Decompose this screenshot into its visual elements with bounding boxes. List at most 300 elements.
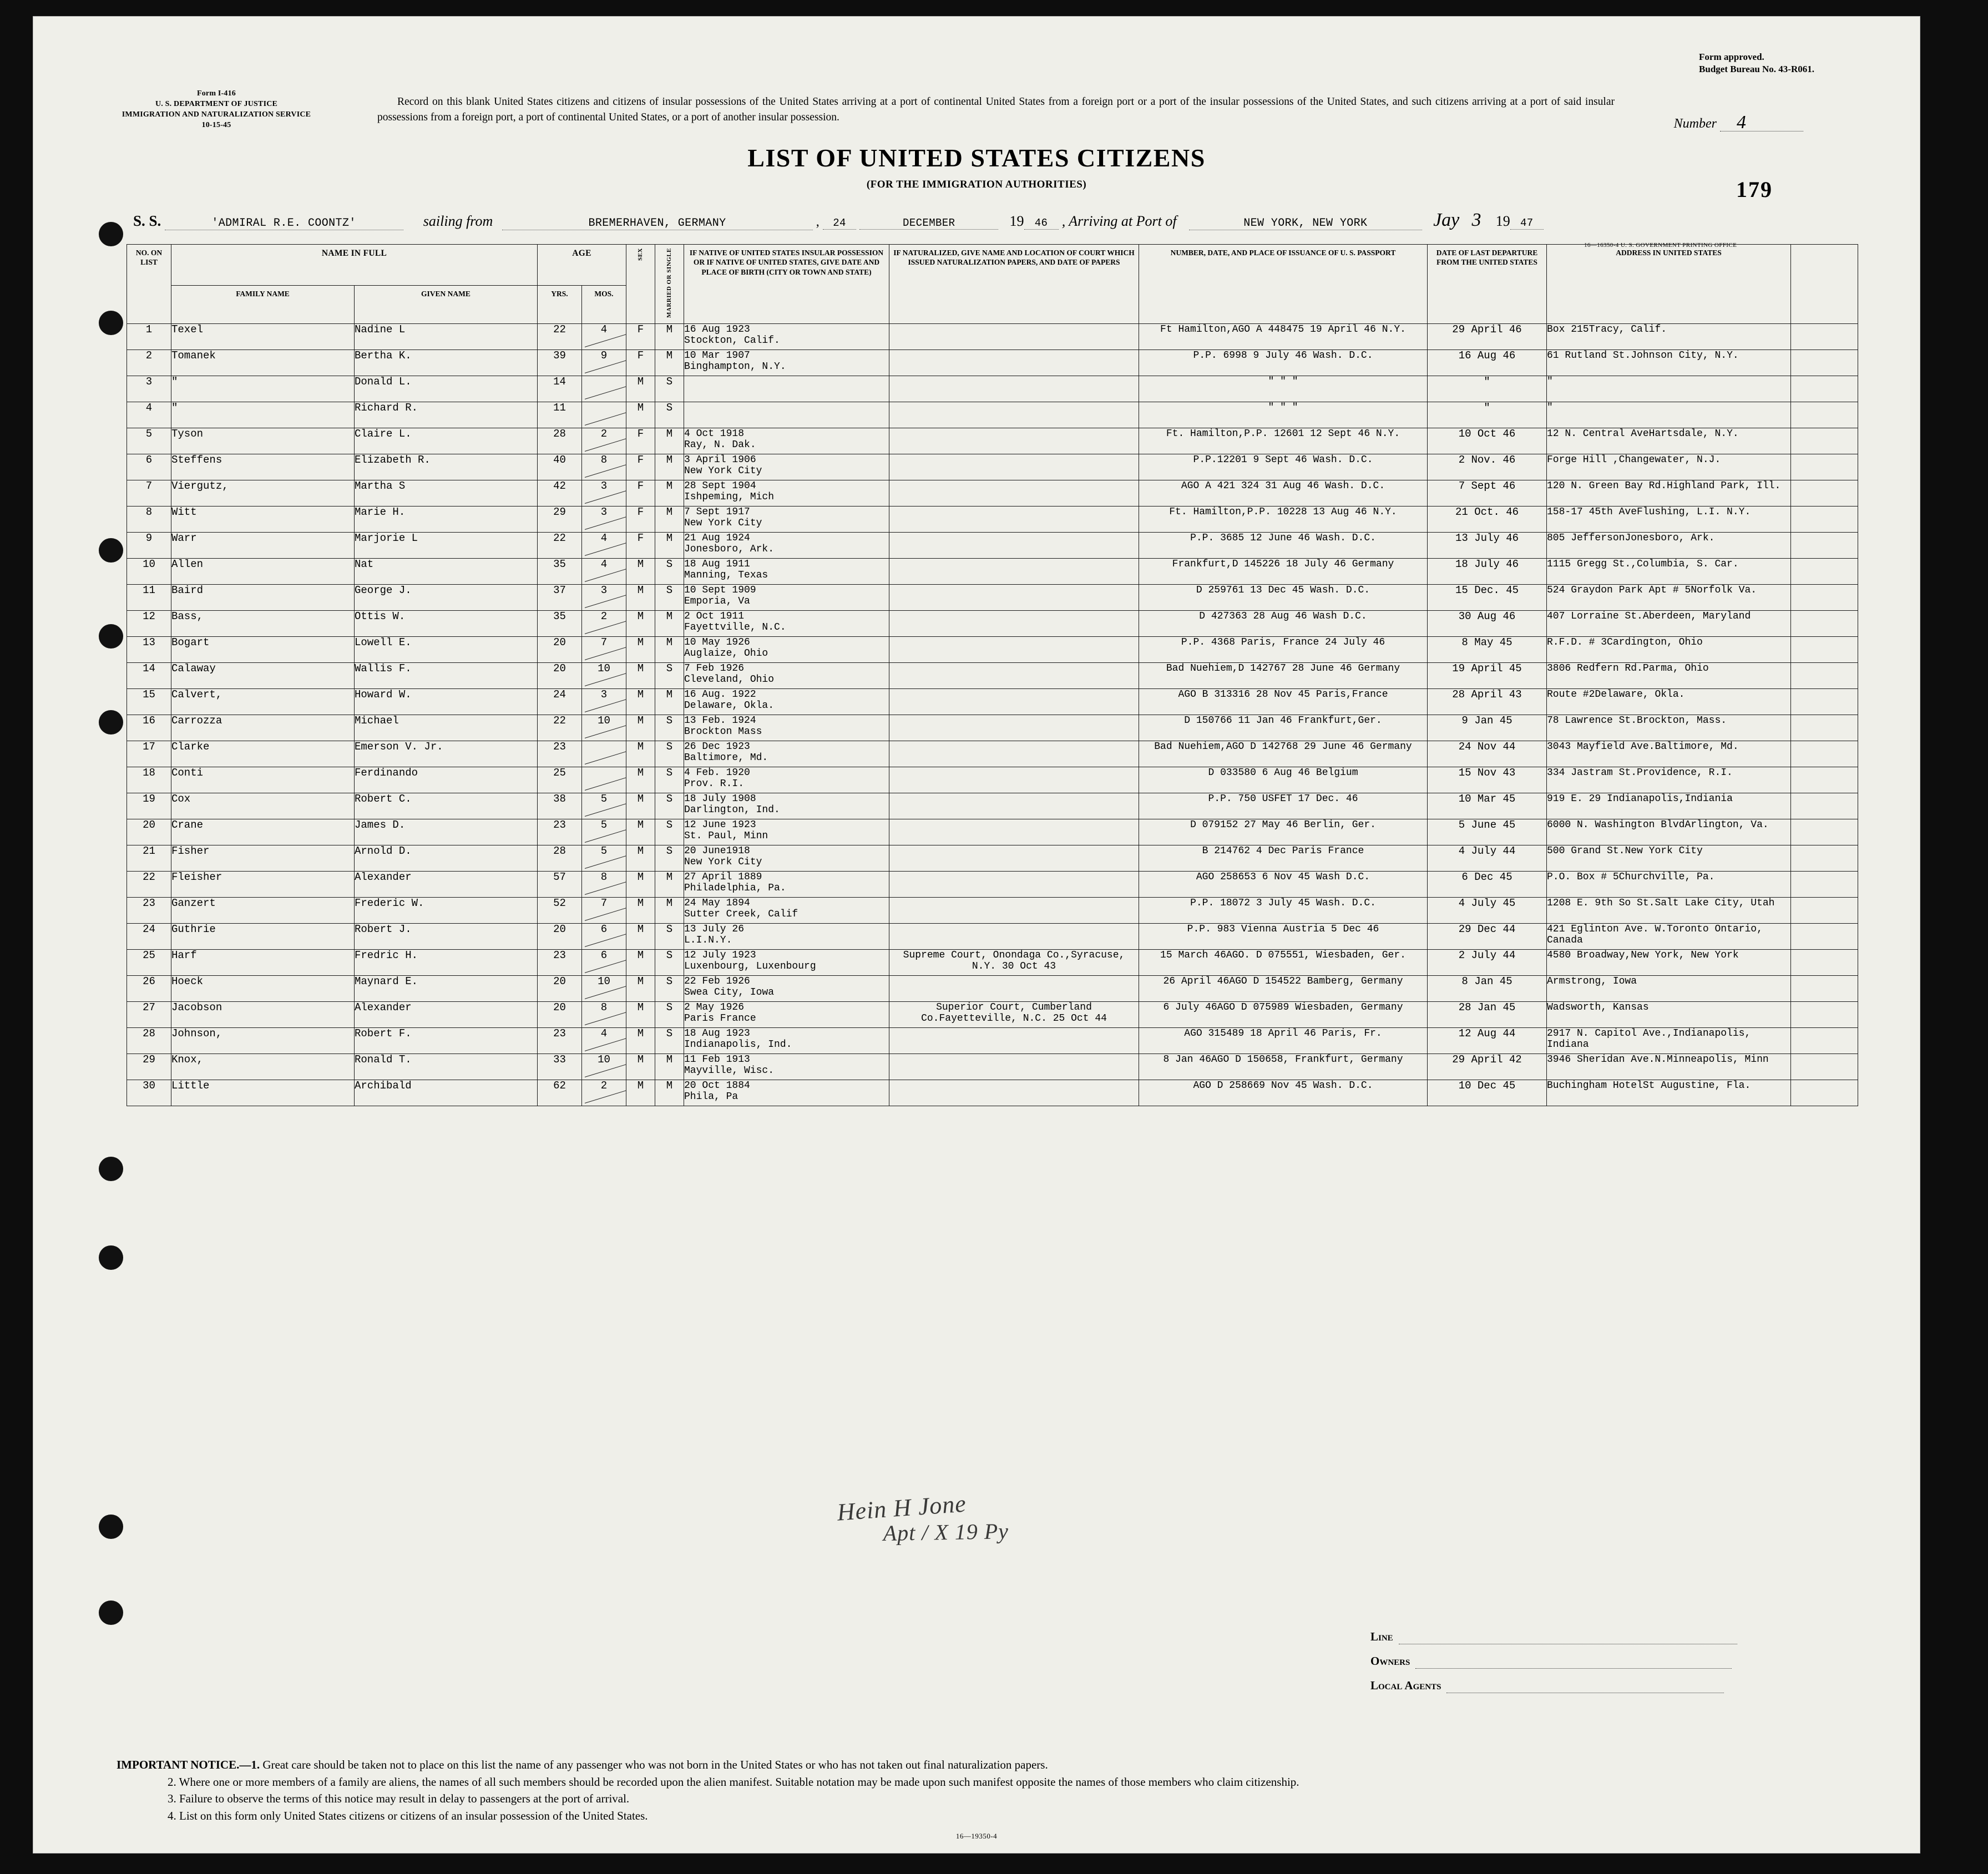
- cell-spare: [1791, 872, 1858, 898]
- passport-details: P.P. 12601 12 Sept 46 N.Y.: [1244, 428, 1400, 440]
- row-number: 6: [145, 454, 153, 467]
- cell-marital-status: [655, 637, 684, 663]
- last-departure-date: 8 Jan 45: [1461, 975, 1513, 988]
- cell-birth: [684, 898, 889, 924]
- cell-birth: [684, 1002, 889, 1028]
- age-years: 62: [553, 1080, 566, 1092]
- cell-age-months: [582, 376, 626, 402]
- cell-birth: [684, 715, 889, 741]
- cell-naturalization: [889, 663, 1139, 689]
- cell-naturalization: [889, 689, 1139, 715]
- cell-family-name: [171, 480, 355, 507]
- cell-naturalization: [889, 898, 1139, 924]
- birth-place: Swea City, Iowa: [684, 987, 775, 999]
- birth-date: 2 May 1926: [684, 1002, 745, 1014]
- given-name: Nadine L: [355, 323, 406, 336]
- arrival-month: Jay: [1433, 210, 1460, 230]
- cell-spare: [1791, 454, 1858, 480]
- arrival-day: 3: [1471, 210, 1481, 230]
- cell-family-name: [171, 559, 355, 585]
- cell-marital-status: [655, 767, 684, 793]
- cell-age-years: [538, 480, 582, 507]
- passport-details: AGO D 258669 Nov 45 Wash. D.C.: [1193, 1080, 1373, 1092]
- passport-details: P.P. 4368 Paris, France 24 July 46: [1181, 637, 1385, 649]
- cell-no: [127, 793, 171, 819]
- cell-marital-status: [655, 1002, 684, 1028]
- cell-marital-status: [655, 845, 684, 872]
- cell-family-name: [171, 454, 355, 480]
- cell-age-months: [582, 1080, 626, 1106]
- cell-age-years: [538, 402, 582, 428]
- family-name: Steffens: [171, 454, 222, 467]
- cell-sex: [626, 350, 655, 376]
- sex: M: [637, 376, 644, 388]
- cell-family-name: [171, 872, 355, 898]
- row-number: 16: [143, 715, 155, 727]
- cell-age-years: [538, 741, 582, 767]
- cell-age-years: [538, 585, 582, 611]
- family-name: Cox: [171, 793, 191, 806]
- cell-family-name: [171, 507, 355, 533]
- cell-sex: [626, 767, 655, 793]
- cell-sex: [626, 585, 655, 611]
- cell-age-months: [582, 689, 626, 715]
- given-name: Marjorie L: [355, 532, 418, 545]
- cell-last-departure: [1428, 898, 1547, 924]
- departure-month: DECEMBER: [859, 217, 998, 230]
- cell-family-name: [171, 1028, 355, 1054]
- marital-status: S: [666, 975, 673, 988]
- address-line-1: R.F.D. # 3: [1547, 637, 1607, 649]
- age-years: 22: [553, 323, 566, 336]
- passport-place: 15 March 46: [1160, 950, 1226, 961]
- address-line-2: Delaware, Okla.: [1595, 689, 1685, 701]
- cell-sex: [626, 689, 655, 715]
- birth-date: 10 Mar 1907: [684, 350, 750, 362]
- cell-address: [1547, 480, 1791, 507]
- cell-age-months: [582, 898, 626, 924]
- cell-naturalization: [889, 376, 1139, 402]
- line-field: [1370, 1630, 1792, 1644]
- cell-sex: [626, 793, 655, 819]
- marital-status: S: [666, 376, 673, 388]
- cell-spare: [1791, 898, 1858, 924]
- cell-address: [1547, 350, 1791, 376]
- cell-age-months: [582, 793, 626, 819]
- cell-age-months: [582, 872, 626, 898]
- age-years: 33: [553, 1054, 566, 1066]
- cell-no: [127, 559, 171, 585]
- age-months: 10: [598, 662, 610, 675]
- age-years: 11: [553, 402, 566, 414]
- last-departure-date: 13 July 46: [1455, 532, 1519, 545]
- given-name: Archibald: [355, 1080, 412, 1092]
- row-number: 2: [145, 350, 153, 362]
- age-months: 7: [600, 636, 608, 649]
- cell-spare: [1791, 1080, 1858, 1106]
- family-name: Jacobson: [171, 1001, 222, 1014]
- col-given-name: [355, 286, 538, 324]
- cell-passport: [1139, 507, 1428, 533]
- cell-marital-status: [655, 793, 684, 819]
- age-months: 10: [598, 975, 610, 988]
- cell-naturalization: [889, 1002, 1139, 1028]
- last-departure-date: 10 Oct 46: [1458, 428, 1516, 440]
- cell-age-years: [538, 767, 582, 793]
- cell-family-name: [171, 350, 355, 376]
- cell-birth: [684, 845, 889, 872]
- row-number: 12: [143, 610, 155, 623]
- last-departure-date: 28 Jan 45: [1458, 1001, 1516, 1014]
- sex: M: [637, 819, 644, 832]
- cell-age-months: [582, 324, 626, 350]
- age-months: 10: [598, 1054, 610, 1066]
- row-number: 27: [143, 1001, 155, 1014]
- given-name: Emerson V. Jr.: [355, 741, 443, 753]
- table-row: [127, 585, 1858, 611]
- binding-hole: [99, 538, 123, 563]
- court-name: Superior Court, Cumberland Co.: [921, 1002, 1092, 1025]
- cell-no: [127, 350, 171, 376]
- passport-details: " " ": [1268, 376, 1298, 388]
- row-number: 14: [143, 662, 155, 675]
- cell-age-years: [538, 845, 582, 872]
- sex: M: [637, 662, 644, 675]
- cell-spare: [1791, 976, 1858, 1002]
- cell-spare: [1791, 663, 1858, 689]
- cell-last-departure: [1428, 559, 1547, 585]
- sex: M: [637, 715, 644, 727]
- address-line-1: Box 215: [1547, 324, 1589, 336]
- address-line-1: 3946 Sheridan Ave.N.: [1547, 1054, 1667, 1066]
- cell-marital-status: [655, 533, 684, 559]
- cell-given-name: [355, 533, 538, 559]
- cell-address: [1547, 324, 1791, 350]
- col-sex-label: SEX: [637, 248, 644, 261]
- table-row: [127, 428, 1858, 454]
- age-years: 25: [553, 767, 566, 779]
- last-departure-date: 5 June 45: [1458, 819, 1516, 832]
- birth-place: Sutter Creek, Calif: [684, 909, 798, 920]
- sex: M: [637, 636, 644, 649]
- cell-passport: [1139, 689, 1428, 715]
- cell-last-departure: [1428, 1054, 1547, 1080]
- cell-marital-status: [655, 1028, 684, 1054]
- row-number: 25: [143, 949, 155, 962]
- cell-age-years: [538, 507, 582, 533]
- cell-given-name: [355, 950, 538, 976]
- cell-age-months: [582, 480, 626, 507]
- cell-birth: [684, 559, 889, 585]
- cell-given-name: [355, 793, 538, 819]
- cell-birth: [684, 507, 889, 533]
- birth-date: 12 July 1923: [684, 950, 756, 961]
- table-row: [127, 350, 1858, 376]
- sex: M: [637, 975, 644, 988]
- cell-marital-status: [655, 376, 684, 402]
- cell-no: [127, 663, 171, 689]
- cell-address: [1547, 741, 1791, 767]
- sex: M: [637, 558, 644, 571]
- address-line-2: Salt Lake City, Utah: [1655, 898, 1775, 909]
- family-name: Conti: [171, 767, 204, 779]
- marital-status: S: [666, 558, 673, 571]
- birth-date: 27 April 1889: [684, 872, 762, 883]
- cell-passport: [1139, 715, 1428, 741]
- cell-no: [127, 585, 171, 611]
- cell-passport: [1139, 950, 1428, 976]
- age-months: 8: [600, 1001, 608, 1014]
- birth-place: Manning, Texas: [684, 570, 768, 581]
- age-years: 20: [553, 923, 566, 936]
- sailing-from-label: sailing from: [423, 213, 493, 229]
- cell-age-months: [582, 1002, 626, 1028]
- cell-age-years: [538, 637, 582, 663]
- address-line-2: Norfolk Va.: [1691, 585, 1757, 596]
- cell-marital-status: [655, 689, 684, 715]
- cell-given-name: [355, 1080, 538, 1106]
- cell-given-name: [355, 611, 538, 637]
- cell-age-years: [538, 898, 582, 924]
- sex: F: [637, 350, 644, 362]
- cell-sex: [626, 741, 655, 767]
- given-name: Richard R.: [355, 402, 418, 414]
- line-value[interactable]: [1399, 1630, 1737, 1644]
- cell-last-departure: [1428, 689, 1547, 715]
- age-months: 3: [600, 506, 608, 519]
- birth-place: St. Paul, Minn: [684, 830, 768, 842]
- cell-address: [1547, 1002, 1791, 1028]
- age-months: 7: [600, 897, 608, 910]
- age-years: 42: [553, 480, 566, 493]
- cell-birth: [684, 663, 889, 689]
- address-line-2: Columbia, S. Car.: [1637, 559, 1739, 570]
- col-spare: [1791, 245, 1858, 324]
- birth-date: 21 Aug 1924: [684, 533, 750, 544]
- sex: M: [637, 1080, 644, 1092]
- row-number: 21: [143, 845, 155, 858]
- cell-no: [127, 480, 171, 507]
- arrival-year-prefix: 19: [1495, 213, 1510, 229]
- cell-birth: [684, 1028, 889, 1054]
- age-months: 10: [598, 715, 610, 727]
- cell-passport: [1139, 976, 1428, 1002]
- departure-day: 24: [823, 217, 856, 230]
- cell-age-years: [538, 559, 582, 585]
- cell-marital-status: [655, 872, 684, 898]
- marital-status: S: [666, 793, 673, 806]
- age-years: 40: [553, 454, 566, 467]
- col-naturalization: [889, 245, 1139, 324]
- notice-item-3: 3. Failure to observe the terms of this notice may result in delay to passengers at the port of arrival.: [168, 1792, 630, 1806]
- binding-hole: [99, 1601, 123, 1625]
- table-row: [127, 663, 1858, 689]
- sex: M: [637, 610, 644, 623]
- court-date: Syracuse, N.Y. 30 Oct 43: [972, 950, 1125, 973]
- cell-sex: [626, 976, 655, 1002]
- departure-port: BREMERHAVEN, GERMANY: [502, 217, 813, 230]
- table-row: [127, 376, 1858, 402]
- cell-sex: [626, 872, 655, 898]
- cell-given-name: [355, 637, 538, 663]
- family-name: Witt: [171, 506, 197, 519]
- passport-place: Frankfurt,: [1172, 559, 1232, 570]
- cell-spare: [1791, 767, 1858, 793]
- marital-status: M: [666, 323, 673, 336]
- last-departure-date: 10 Mar 45: [1458, 793, 1516, 806]
- col-name-in-full: [171, 245, 538, 286]
- cell-last-departure: [1428, 872, 1547, 898]
- last-departure-date: 10 Dec 45: [1458, 1080, 1516, 1092]
- table-row: [127, 402, 1858, 428]
- table-row: [127, 559, 1858, 585]
- cell-sex: [626, 637, 655, 663]
- cell-given-name: [355, 402, 538, 428]
- cell-marital-status: [655, 1054, 684, 1080]
- given-name: Arnold D.: [355, 845, 412, 858]
- cell-marital-status: [655, 402, 684, 428]
- address-line-2: Providence, R.I.: [1637, 767, 1733, 779]
- local-agents-value[interactable]: [1446, 1679, 1724, 1693]
- cell-sex: [626, 454, 655, 480]
- birth-place: Luxenbourg, Luxenbourg: [684, 961, 816, 973]
- passport-details: P.P. 750 USFET 17 Dec. 46: [1208, 793, 1358, 805]
- cell-marital-status: [655, 663, 684, 689]
- sex: M: [637, 871, 644, 884]
- cell-marital-status: [655, 819, 684, 845]
- marital-status: S: [666, 715, 673, 727]
- ss-label: S. S.: [133, 212, 161, 229]
- col-married-or-single: [655, 245, 684, 324]
- given-name: James D.: [355, 819, 406, 832]
- address-line-2: ": [1547, 376, 1553, 388]
- address-line-2: Brockton, Mass.: [1637, 715, 1727, 727]
- cell-no: [127, 950, 171, 976]
- cell-last-departure: [1428, 1002, 1547, 1028]
- age-years: 20: [553, 975, 566, 988]
- address-line-1: 407 Lorraine St.: [1547, 611, 1643, 622]
- last-departure-date: 8 May 45: [1461, 636, 1513, 649]
- passport-details: P.P.12201 9 Sept 46 Wash. D.C.: [1193, 454, 1373, 466]
- cell-marital-status: [655, 741, 684, 767]
- notice-item-1: [117, 1756, 1853, 1773]
- cell-age-years: [538, 689, 582, 715]
- cell-marital-status: [655, 924, 684, 950]
- cell-naturalization: [889, 585, 1139, 611]
- intro-paragraph: [377, 94, 1615, 125]
- birth-place: Auglaize, Ohio: [684, 648, 768, 660]
- birth-date: 11 Feb 1913: [684, 1054, 750, 1066]
- address-line-1: 4580 Broadway,: [1547, 950, 1631, 961]
- sex: M: [637, 897, 644, 910]
- cell-age-months: [582, 663, 626, 689]
- cell-passport: [1139, 585, 1428, 611]
- cell-naturalization: [889, 637, 1139, 663]
- cell-sex: [626, 559, 655, 585]
- important-notice: [117, 1756, 1853, 1824]
- row-number: 28: [143, 1027, 155, 1040]
- notice-title: IMPORTANT NOTICE.—1.: [117, 1758, 260, 1772]
- cell-family-name: [171, 898, 355, 924]
- last-departure-date: 24 Nov 44: [1458, 741, 1516, 753]
- age-months: 6: [600, 949, 608, 962]
- cell-sex: [626, 428, 655, 454]
- cell-sex: [626, 845, 655, 872]
- cell-sex: [626, 533, 655, 559]
- age-months: 5: [600, 793, 608, 806]
- table-row: [127, 715, 1858, 741]
- cell-naturalization: [889, 872, 1139, 898]
- sex: M: [637, 688, 644, 701]
- cell-passport: [1139, 559, 1428, 585]
- birth-date: 7 Feb 1926: [684, 663, 745, 675]
- cell-marital-status: [655, 559, 684, 585]
- cell-family-name: [171, 793, 355, 819]
- cell-marital-status: [655, 950, 684, 976]
- cell-marital-status: [655, 428, 684, 454]
- col-address: [1547, 245, 1791, 324]
- sex: M: [637, 741, 644, 753]
- line-label: Line: [1370, 1630, 1393, 1643]
- birth-date: 16 Aug. 1922: [684, 689, 756, 701]
- cell-spare: [1791, 924, 1858, 950]
- age-years: 28: [553, 845, 566, 858]
- cell-given-name: [355, 480, 538, 507]
- given-name: Robert C.: [355, 793, 412, 806]
- cell-family-name: [171, 1054, 355, 1080]
- sex: M: [637, 949, 644, 962]
- cell-no: [127, 1054, 171, 1080]
- age-months: 3: [600, 584, 608, 597]
- birth-date: 2 Oct 1911: [684, 611, 745, 622]
- family-name: ": [171, 402, 178, 414]
- cell-given-name: [355, 507, 538, 533]
- voyage-line: S. S. 'ADMIRAL R.E. COONTZ' sailing from BREMERHAVEN, GERMANY , 24 DECEMBER 19 46 , Arriving at Port of NEW YORK, NEW YORK Jay 3 19 47: [133, 210, 1853, 231]
- age-years: 23: [553, 819, 566, 832]
- owners-value[interactable]: [1415, 1654, 1732, 1669]
- cell-family-name: [171, 950, 355, 976]
- birth-place: New York City: [684, 465, 762, 477]
- col-name-in-full-label: NAME IN FULL: [321, 249, 387, 258]
- cell-naturalization: [889, 324, 1139, 350]
- cell-age-years: [538, 819, 582, 845]
- marital-status: M: [666, 1054, 673, 1066]
- address-line-2: Indianapolis, Indiana: [1547, 1028, 1751, 1051]
- cell-no: [127, 428, 171, 454]
- given-name: Wallis F.: [355, 662, 412, 675]
- family-name: Little: [171, 1080, 210, 1092]
- address-line-1: 61 Rutland St.: [1547, 350, 1631, 362]
- cell-sex: [626, 1028, 655, 1054]
- ship-name: 'ADMIRAL R.E. COONTZ': [165, 217, 403, 230]
- notice-item-2: 2. Where one or more members of a family are aliens, the names of all such members should be recorded upon the alien manifest. Suitable notation may be made upon such manifest opposite the names of those members who claim citizenship.: [168, 1775, 1299, 1789]
- col-mos: [582, 286, 626, 324]
- address-line-1: 421 Eglinton Ave. W.: [1547, 924, 1667, 935]
- cell-age-months: [582, 559, 626, 585]
- cell-address: [1547, 976, 1791, 1002]
- cell-family-name: [171, 324, 355, 350]
- age-years: 22: [553, 532, 566, 545]
- given-name: Nat: [355, 558, 374, 571]
- binding-hole: [99, 1515, 123, 1539]
- binding-hole: [99, 222, 123, 246]
- cell-spare: [1791, 480, 1858, 507]
- cell-spare: [1791, 715, 1858, 741]
- last-departure-date: 16 Aug 46: [1458, 350, 1516, 362]
- cell-sex: [626, 924, 655, 950]
- row-number: 5: [145, 428, 153, 440]
- cell-spare: [1791, 845, 1858, 872]
